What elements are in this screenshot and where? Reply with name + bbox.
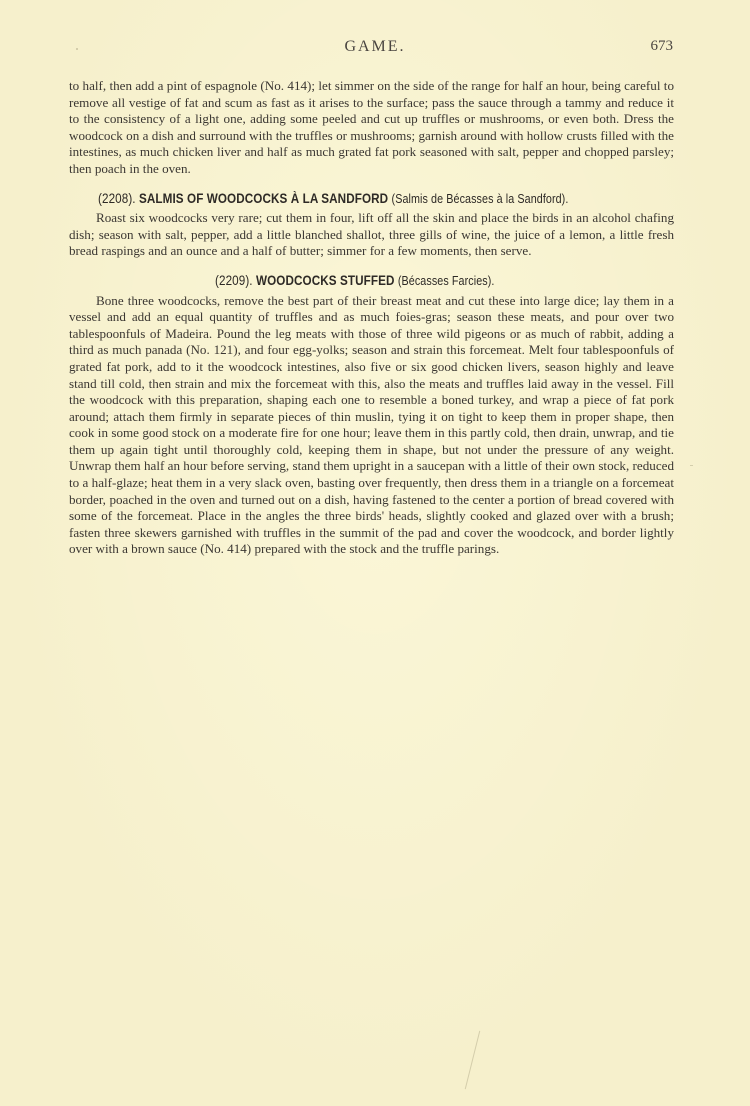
running-head — [0, 38, 750, 58]
recipe-2209-number: (2209). — [215, 272, 253, 288]
recipe-2208-paragraph: Roast six woodcocks very rare; cut them in four, lift off all the skin and place the birds in an alcohol chafing dish; season with salt, pepper, add a little blanched shallot, three gills of wine, the juice of a lemon, a little fresh bread raspings and an ounce and a half of butter; simmer for a few moments, then serve. — [69, 210, 674, 259]
recipe-2209-title: WOODCOCKS STUFFED — [255, 272, 395, 288]
recipe-2209-heading — [69, 273, 674, 290]
recipe-2209-subtitle: (Bécasses Farcies). — [397, 273, 495, 288]
recipe-2208-heading — [69, 191, 674, 208]
paper-blemish — [76, 48, 78, 50]
recipe-2209-paragraph: Bone three woodcocks, remove the best part of their breast meat and cut these into large dice; lay them in a vessel and add an equal quantity of truffles and as much foies-gras; season these meats, and pour over two tablespoonfuls of Madeira. Pound the leg meats with those of three wild pigeons or as much of rabbit, adding a third as much panada (No. 121), and four egg-yolks; season and strain this forcemeat. Melt four tablespoonfuls of grated fat pork, add to it the woodcock intestines, also five or six good chicken livers, season highly and leave stand till cold, then strain and mix the forcemeat with this, also the meats and truffles laid away in the vessel. Fill the woodcock with this preparation, shaping each one to resemble a boned turkey, and wrap a piece of fat pork around; attach them firmly in separate pieces of thin muslin, tying it on tight to keep them in proper shape, then cook in some good stock on a moderate fire for one hour; leave them in this partly cold, then drain, unwrap, and tie them up again tight until thoroughly cold, keeping them in shape, but not under the pressure of any weight. Unwrap them half an hour before serving, stand them upright in a saucepan with a little of their own stock, reduced to a half-glaze; heat them in a very slack oven, basting over frequently, then dress them in a triangle on a forcemeat border, poached in the oven and turned out on a dish, having fastened to the center a portion of bread covered with some of the forcemeat. Place in the angles the three birds' heads, slightly cooked and glazed over with a brush; fasten three skewers garnished with truffles in the summit of the pad and cover the woodcock, and border lightly over with a brown sauce (No. 414) prepared with the stock and the truffle parings. — [69, 292, 674, 557]
recipe-2208-subtitle: (Salmis de Bécasses à la Sandford). — [391, 191, 569, 206]
paper-blemish — [690, 465, 693, 466]
running-title: GAME. — [344, 38, 406, 55]
page-number: 673 — [650, 38, 673, 54]
continuation-paragraph: to half, then add a pint of espagnole (No. 414); let simmer on the side of the range for half an hour, being careful to remove all vestige of fat and scum as fast as it arises to the surface; pass the sauce through a tammy and reduce it to the consistency of a light one, adding some peeled and cut up truffles or mushrooms, or even both. Dress the woodcock on a dish and surround with the truffles or mushrooms; garnish around with hollow crusts filled with the intestines, as much chicken liver and half as much grated fat pork seasoned with salt, pepper and chopped parsley; then poach in the oven. — [69, 78, 674, 176]
recipe-2208-number: (2208). — [98, 190, 136, 206]
page-body — [69, 78, 674, 558]
paper-blemish — [465, 1031, 480, 1089]
recipe-2208-title: SALMIS OF WOODCOCKS À LA SANDFORD — [138, 190, 389, 206]
